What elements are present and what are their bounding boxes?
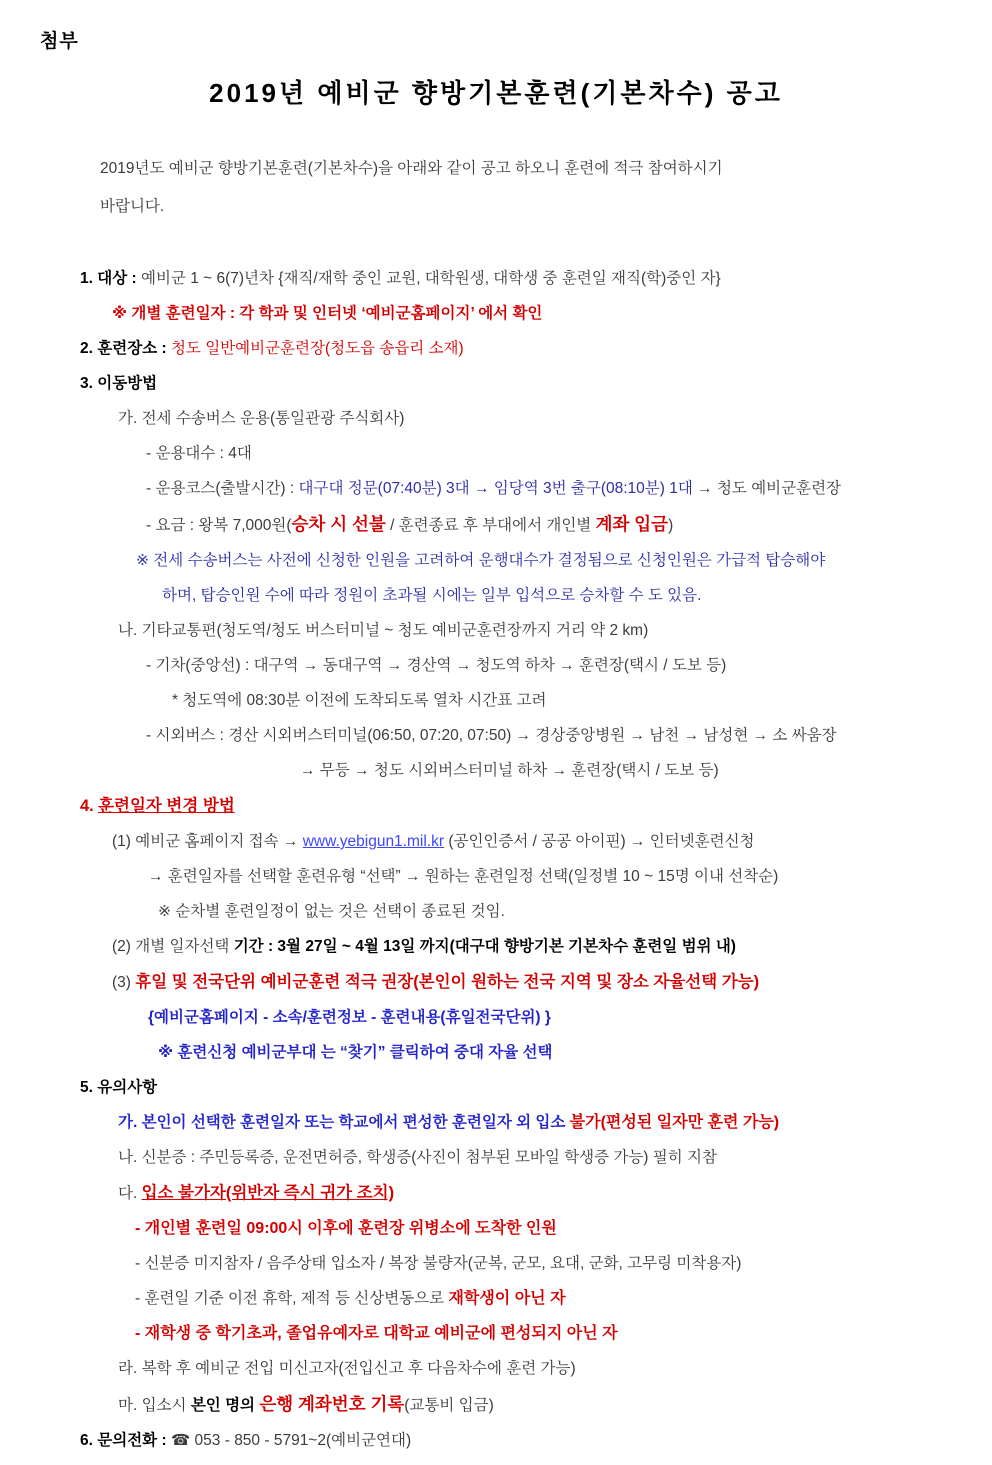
change-step-1-continued: → 훈련일자를 선택할 훈련유형 “선택” → 원하는 훈련일정 선택(일정별 10 ~ 15명 이내 선착순)	[148, 868, 779, 885]
section-1-note: ※ 개별 훈련일자 : 각 학과 및 인터넷 ‘예비군홈페이지’ 에서 확인	[112, 305, 543, 322]
charter-bus-note-line-2: 하며, 탑승인원 수에 따라 정원이 초과될 시에는 일부 입석으로 승차할 수 도 있음.	[162, 587, 702, 604]
bus-fare-item: - 요금 : 왕복 7,000원(승차 시 선불 / 훈련종료 후 부대에서 개인별 계좌 입금)	[146, 514, 674, 534]
section-2-label: 훈련장소	[97, 340, 158, 357]
section-1-body: 예비군 1 ~ 6(7)년차 {재직/재학 중인 교원, 대학원생, 대학생 중 훈련일 재직(학)중인 자}	[140, 270, 721, 287]
caution-ga-blue-text: 본인이 선택한 훈련일자 또는 학교에서 편성한 훈련일자 외 입소	[141, 1114, 570, 1131]
change-step-3-note: ※ 훈련신청 예비군부대 는 “찾기” 클릭하여 중대 자율 선택	[158, 1044, 553, 1061]
bus-course-item: - 운용코스(출발시간) : 대구대 정문(07:40분) 3대 → 임당역 3번 출구(08:10분) 1대 → 청도 예비군훈련장	[146, 480, 842, 497]
section-5-cautions	[0, 1077, 992, 1099]
change-step-1-note: ※ 순차별 훈련일정이 없는 것은 선택이 종료된 것임.	[158, 903, 505, 920]
caution-ga-red-text: 불가(편성된 일자만 훈련 가능)	[569, 1114, 780, 1131]
change-step-3-path: {예비군홈페이지 - 소속/훈련정보 - 훈련내용(휴일전국단위) }	[148, 1009, 551, 1026]
bus-count-item: - 운용대수 : 4대	[146, 445, 252, 462]
intro-paragraph	[0, 150, 992, 226]
not-enrolled-highlight: 재학생이 아닌 자	[448, 1290, 566, 1307]
no-entry-heading: 입소 불가자(위반자 즉시 귀가 조치)	[141, 1184, 395, 1202]
section-4-number: 4.	[80, 797, 94, 815]
intro-line-1: 2019년도 예비군 향방기본훈련(기본차수)을 아래와 같이 공고 하오니 훈련에 적극 참여하시기	[100, 160, 723, 177]
section-4-label: 훈련일자 변경 방법	[98, 797, 235, 815]
change-step-3: (3) 휴일 및 전국단위 예비군훈련 적극 권장(본인이 원하는 전국 지역 및 장소 자율선택 가능)	[112, 973, 760, 991]
holiday-training-highlight: 휴일 및 전국단위 예비군훈련 적극 권장(본인이 원하는 전국 지역 및 장소 자율선택 가능)	[135, 973, 760, 991]
section-3-number: 3.	[80, 375, 93, 392]
no-entry-item-4: - 재학생 중 학기초과, 졸업유예자로 대학교 예비군에 편성되지 아닌 자	[135, 1325, 618, 1342]
attachment-label: 첨부	[40, 31, 79, 52]
train-route-item: - 기차(중앙선) : 대구역 → 동대구역 → 경산역 → 청도역 하차 → 훈련장(택시 / 도보 등)	[146, 657, 727, 674]
caution-ma-account: 마. 입소시 본인 명의 은행 계좌번호 기록(교통비 입금)	[118, 1394, 494, 1414]
no-entry-item-2: - 신분증 미지참자 / 음주상태 입소자 / 복장 불량자(군복, 군모, 요대, 군화, 고무링 미착용자)	[135, 1255, 742, 1272]
fare-prepay-highlight: 승차 시 선불	[291, 514, 386, 534]
other-transport-heading: 나. 기타교통편(청도역/청도 버스터미널 ~ 청도 예비군훈련장까지 거리 약 2 km)	[118, 622, 649, 639]
contact-phone-number: 053 - 850 - 5791~2(예비군연대)	[190, 1432, 412, 1449]
section-2-number: 2.	[80, 340, 93, 357]
section-3-transport	[0, 373, 992, 395]
phone-icon: ☎	[170, 1432, 191, 1449]
train-time-note: * 청도역에 08:30분 이전에 도착되도록 열차 시간표 고려	[172, 692, 547, 709]
own-name-bold: 본인 명의	[190, 1397, 260, 1414]
change-step-1: (1) 예비군 홈페이지 접속 → www.yebigun1.mil.kr (공인인증서 / 공공 아이핀) → 인터넷훈련신청	[112, 833, 755, 850]
intro-line-2: 바랍니다.	[100, 198, 165, 215]
section-5-label: 유의사항	[97, 1079, 158, 1096]
change-step-2: (2) 개별 일자선택 기간 : 3월 27일 ~ 4월 13일 까지(대구대 향방기본 기본차수 훈련일 범위 내)	[112, 938, 736, 955]
bus-course-route: 대구대 정문(07:40분) 3대 → 임당역 3번 출구(08:10분) 1대	[298, 480, 693, 497]
yebigun-homepage-link[interactable]: www.yebigun1.mil.kr	[302, 833, 445, 850]
section-4-change-method	[0, 795, 992, 818]
page-title: 2019년 예비군 향방기본훈련(기본차수) 공고	[209, 78, 783, 108]
caution-da-heading: 다. 입소 불가자(위반자 즉시 귀가 조치)	[118, 1184, 395, 1202]
charter-bus-note-line-1: ※ 전세 수송버스는 사전에 신청한 인원을 고려하여 운행대수가 결정됨으로 신청인원은 가급적 탑승해야	[136, 552, 826, 569]
caution-ra-transfer: 라. 복학 후 예비군 전입 미신고자(전입신고 후 다음차수에 훈련 가능)	[118, 1360, 576, 1377]
training-place-value: 청도 일반예비군훈련장(청도읍 송읍리 소재)	[170, 340, 464, 357]
charter-bus-heading: 가. 전세 수송버스 운용(통일관광 주식회사)	[118, 410, 405, 427]
section-2-place: 2. 훈련장소 : 청도 일반예비군훈련장(청도읍 송읍리 소재)	[80, 340, 464, 357]
selection-period-value: 기간 : 3월 27일 ~ 4월 13일 까지(대구대 향방기본 기본차수 훈련일 범위 내)	[233, 938, 736, 955]
section-1-number: 1.	[80, 270, 93, 287]
bank-account-highlight: 은행 계좌번호 기록	[259, 1394, 405, 1414]
intercity-bus-item-line-1: - 시외버스 : 경산 시외버스터미널(06:50, 07:20, 07:50) → 경상중앙병원 → 남천 → 남성현 → 소 싸움장	[146, 727, 837, 744]
section-5-number: 5.	[80, 1079, 93, 1096]
section-3-label: 이동방법	[97, 375, 158, 392]
section-1-target: 1. 대상 : 예비군 1 ~ 6(7)년차 {재직/재학 중인 교원, 대학원생, 대학생 중 훈련일 재직(학)중인 자}	[80, 270, 721, 287]
section-6-contact: 6. 문의전화 : ☎ 053 - 850 - 5791~2(예비군연대)	[80, 1432, 412, 1449]
caution-na-id: 나. 신분증 : 주민등록증, 운전면허증, 학생증(사진이 첨부된 모바일 학생증 가능) 필히 지참	[118, 1149, 717, 1166]
section-1-label: 대상	[97, 270, 128, 287]
intercity-bus-item-line-2: → 무등 → 청도 시외버스터미널 하차 → 훈련장(택시 / 도보 등)	[300, 762, 719, 779]
section-6-number: 6.	[80, 1432, 93, 1449]
announcement-body	[0, 268, 992, 1452]
no-entry-item-3: - 훈련일 기준 이전 휴학, 제적 등 신상변동으로 재학생이 아닌 자	[135, 1290, 566, 1307]
fare-deposit-highlight: 계좌 입금	[595, 514, 669, 534]
caution-ga: 가. 본인이 선택한 훈련일자 또는 학교에서 편성한 훈련일자 외 입소 불가(편성된 일자만 훈련 가능)	[118, 1114, 780, 1131]
section-6-label: 문의전화	[97, 1432, 158, 1449]
no-entry-item-1: - 개인별 훈련일 09:00시 이후에 훈련장 위병소에 도착한 인원	[135, 1220, 557, 1237]
